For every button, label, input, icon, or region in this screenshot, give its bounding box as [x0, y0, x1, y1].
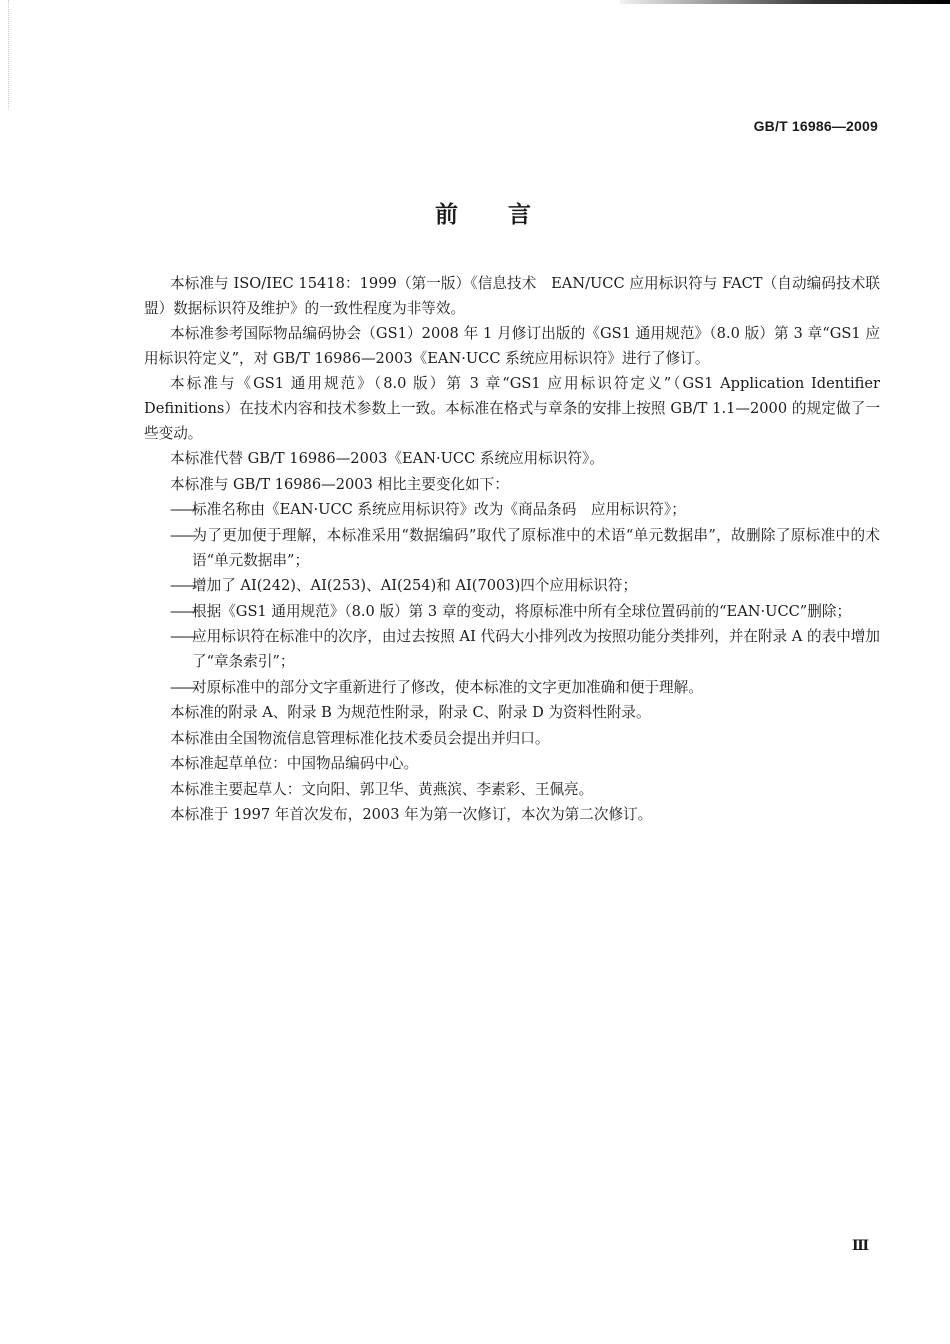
list-item	[144, 625, 880, 674]
dash-bullet: ——	[170, 628, 196, 646]
standard-code-header: GB/T 16986—2009	[753, 118, 878, 134]
paragraph-proposer: 本标准由全国物流信息管理标准化技术委员会提出并归口。	[170, 729, 550, 747]
page-title: 前言	[435, 202, 581, 228]
list-item	[144, 600, 880, 625]
list-item	[144, 676, 880, 701]
list-item	[144, 524, 880, 573]
list-item-text: 标准名称由《EAN·UCC 系统应用标识符》改为《商品条码 应用标识符》；	[192, 501, 686, 519]
changes-list	[144, 498, 880, 700]
dash-bullet: ——	[170, 526, 196, 544]
paragraph-drafting-unit: 本标准起草单位：中国物品编码中心。	[170, 755, 419, 773]
paragraph-replaces: 本标准代替 GB/T 16986—2003《EAN·UCC 系统应用标识符》。	[170, 450, 604, 468]
paragraph-drafters: 本标准主要起草人：文向阳、郭卫华、黄燕滨、李素彩、王佩亮。	[170, 780, 594, 798]
dash-bullet: ——	[170, 602, 196, 620]
dash-bullet: ——	[170, 678, 196, 696]
document-body	[144, 272, 880, 829]
list-item-text: 为了更加便于理解，本标准采用“数据编码”取代了原标准中的术语“单元数据串”，故删除了原标准中的术语“单元数据串”；	[192, 526, 880, 569]
paragraph-annexes: 本标准的附录 A、附录 B 为规范性附录，附录 C、附录 D 为资料性附录。	[170, 704, 651, 722]
dash-bullet: ——	[170, 501, 196, 519]
list-item	[144, 498, 880, 523]
scan-edge-shadow	[620, 0, 950, 4]
list-item-text: 根据《GS1 通用规范》（8.0 版）第 3 章的变动，将原标准中所有全球位置码前的“EAN·UCC”删除；	[192, 602, 852, 620]
list-item-text: 应用标识符在标准中的次序，由过去按照 AI 代码大小排列改为按照功能分类排列，并在附录 A 的表中增加了“章条索引”；	[192, 628, 880, 670]
paragraph-equivalence: 本标准与 ISO/IEC 15418：1999（第一版）《信息技术 EAN/UCC 应用标识符与 FACT（自动编码技术联盟）数据标识符及维护》的一致性程度为非等效。	[144, 275, 880, 317]
list-item-text: 增加了 AI(242)、AI(253)、AI(254)和 AI(7003)四个应用标识符；	[192, 577, 638, 595]
paragraph-consistency: 本标准与《GS1 通用规范》（8.0 版）第 3 章“GS1 应用标识符定义”（GS1 Application Identifier Definitions）在技术内容和技术参数上一致。本标准在格式与章条的安排上按照 GB/T 1.1—2000 的规定做了一些变动。	[144, 375, 880, 442]
paragraph-changes-intro: 本标准与 GB/T 16986—2003 相比主要变化如下：	[170, 475, 509, 493]
list-item	[144, 574, 880, 599]
dash-bullet: ——	[170, 577, 196, 595]
page-number: Ⅲ	[852, 1238, 870, 1254]
paragraph-reference: 本标准参考国际物品编码协会（GS1）2008 年 1 月修订出版的《GS1 通用规范》（8.0 版）第 3 章“GS1 应用标识符定义”，对 GB/T 16986—2003《EAN·UCC 系统应用标识符》进行了修订。	[144, 325, 880, 367]
list-item-text: 对原标准中的部分文字重新进行了修改，使本标准的文字更加准确和便于理解。	[192, 678, 703, 696]
paragraph-history: 本标准于 1997 年首次发布，2003 年为第一次修订，本次为第二次修订。	[170, 806, 653, 824]
scan-edge-mark	[8, 0, 10, 110]
